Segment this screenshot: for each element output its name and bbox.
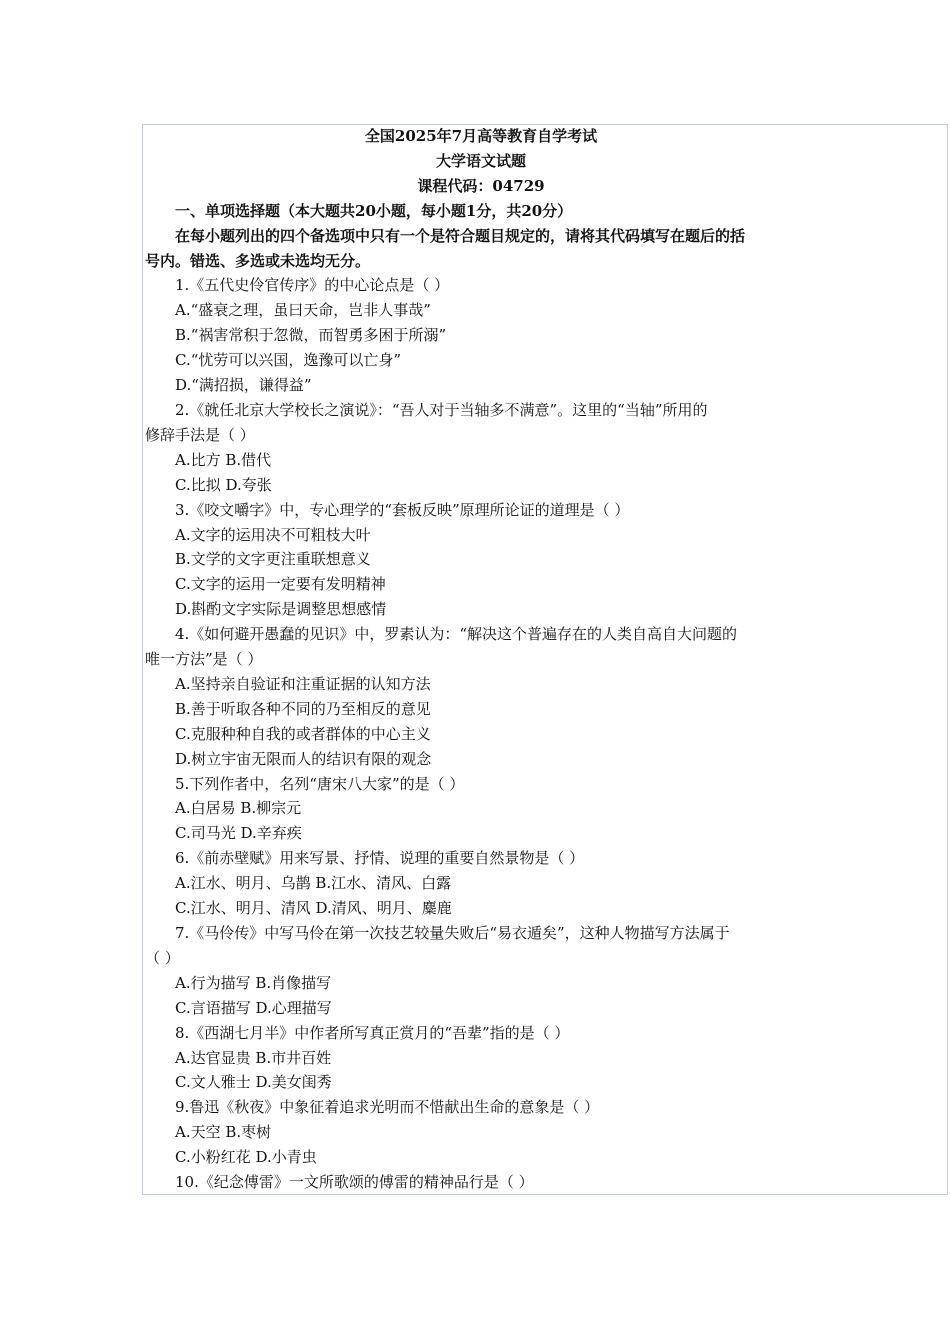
question-1-option-b: B.“祸害常积于忽微，而智勇多困于所溺”	[175, 326, 447, 345]
exam-title: 全国2025年7月高等教育自学考试	[364, 127, 598, 145]
question-1-option-c: C.“忧劳可以兴国，逸豫可以亡身”	[175, 351, 402, 370]
question-8-stem: 8.《西湖七月半》中作者所写真正赏月的“吾辈”指的是（ ）	[175, 1023, 570, 1042]
question-8-options-ab: A.达官显贵 B.市井百姓	[175, 1048, 332, 1067]
question-7-options-ab: A.行为描写 B.肖像描写	[175, 973, 332, 992]
question-7-options-cd: C.言语描写 D.心理描写	[175, 998, 332, 1017]
question-2-stem-cont: 修辞手法是（ ）	[145, 425, 255, 444]
question-4-stem-cont: 唯一方法”是（ ）	[145, 650, 263, 669]
question-1-option-d: D.“满招损，谦得益”	[175, 376, 312, 395]
question-3-option-c: C.文字的运用一定要有发明精神	[175, 575, 386, 594]
question-2-options-ab: A.比方 B.借代	[175, 450, 272, 469]
section-heading: 一、单项选择题（本大题共20小题，每小题1分，共20分）	[175, 201, 573, 220]
question-4-option-b: B.善于听取各种不同的乃至相反的意见	[175, 699, 431, 718]
question-3-stem: 3.《咬文嚼字》中，专心理学的“套板反映”原理所论证的道理是（ ）	[175, 500, 630, 519]
question-9-stem: 9.鲁迅《秋夜》中象征着追求光明而不惜献出生命的意象是（ ）	[175, 1098, 600, 1117]
question-2-stem: 2.《就任北京大学校长之演说》：“吾人对于当轴多不满意”。这里的“当轴”所用的	[175, 400, 708, 419]
section-instruction: 在每小题列出的四个备选项中只有一个是符合题目规定的，请将其代码填写在题后的括	[175, 226, 746, 245]
course-code: 课程代码：04729	[417, 176, 545, 195]
exam-document	[145, 124, 817, 1195]
question-1-stem: 1.《五代史伶官传序》的中心论点是（ ）	[175, 276, 450, 295]
question-5-options-cd: C.司马光 D.辛弃疾	[175, 824, 302, 843]
question-9-options-cd: C.小粉红花 D.小青虫	[175, 1148, 317, 1167]
question-4-option-a: A.坚持亲自验证和注重证据的认知方法	[175, 674, 431, 693]
question-6-stem: 6.《前赤壁赋》用来写景、抒情、说理的重要自然景物是（ ）	[175, 849, 585, 868]
question-6-options-ab: A.江水、明月、乌鹊 B.江水、清风、白露	[175, 874, 452, 893]
question-3-option-a: A.文字的运用决不可粗枝大叶	[175, 525, 371, 544]
question-4-option-d: D.树立宇宙无限而人的结识有限的观念	[175, 749, 432, 768]
question-5-options-ab: A.白居易 B.柳宗元	[175, 799, 302, 818]
exam-subject: 大学语文试题	[435, 151, 526, 170]
question-4-stem: 4.《如何避开愚蠢的见识》中，罗素认为：“解决这个普遍存在的人类自高自大问题的	[175, 625, 737, 644]
question-7-stem: 7.《马伶传》中写马伶在第一次技艺较量失败后“易衣遁矣”，这种人物描写方法属于	[175, 924, 730, 942]
question-3-option-d: D.斟酌文字实际是调整思想感情	[175, 600, 387, 619]
question-9-options-ab: A.天空 B.枣树	[175, 1123, 272, 1142]
question-6-options-cd: C.江水、明月、清风 D.清风、明月、麋鹿	[175, 899, 452, 918]
question-7-stem-cont: （ ）	[145, 948, 180, 967]
question-8-options-cd: C.文人雅士 D.美女闺秀	[175, 1073, 332, 1092]
question-4-option-c: C.克服种种自我的或者群体的中心主义	[175, 724, 431, 743]
question-3-option-b: B.文学的文字更注重联想意义	[175, 550, 371, 569]
section-instruction-cont: 号内。错选、多选或未选均无分。	[145, 251, 371, 270]
question-1-option-a: A.“盛衰之理，虽曰天命，岂非人事哉”	[175, 301, 431, 320]
question-2-options-cd: C.比拟 D.夸张	[175, 475, 272, 494]
question-5-stem: 5.下列作者中，名列“唐宋八大家”的是（ ）	[175, 774, 465, 793]
question-10-stem: 10.《纪念傅雷》一文所歌颂的傅雷的精神品行是（ ）	[175, 1173, 534, 1192]
